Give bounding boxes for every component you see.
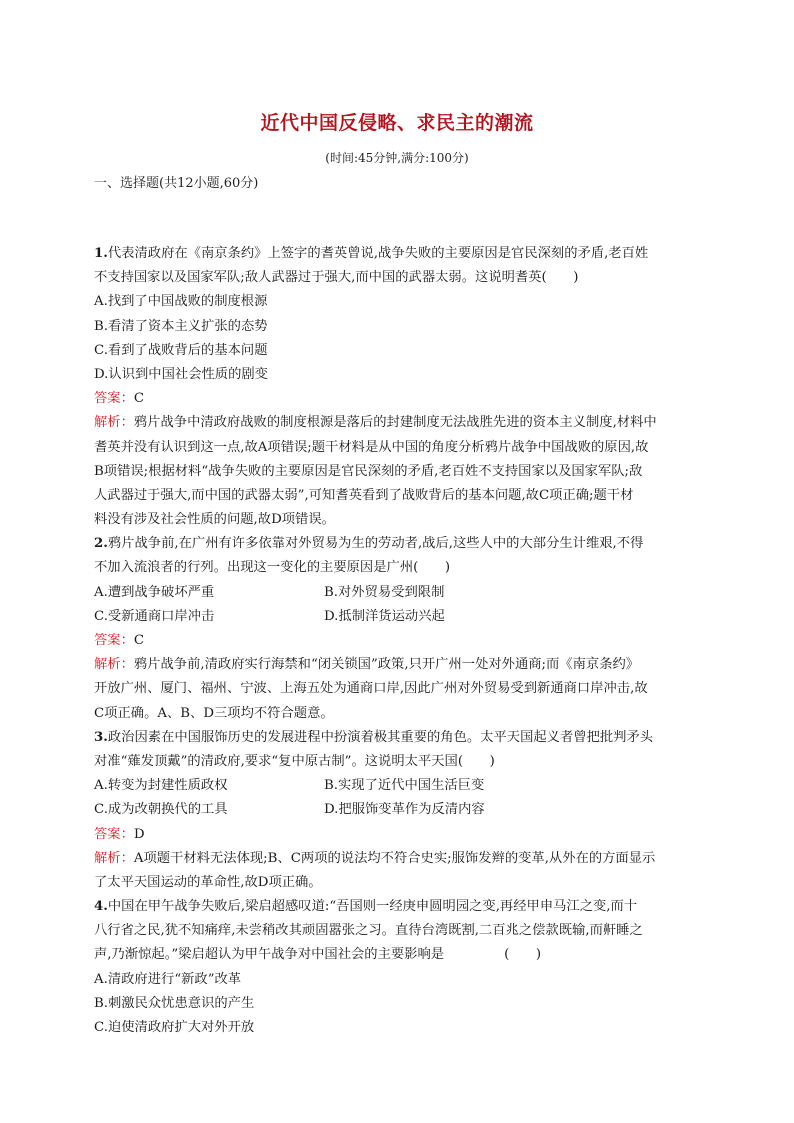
question-stem-line: 对准“薙发顶戴”的清政府,要求“复中原古制”。这说明太平天国( ) (94, 753, 495, 769)
answer-value: C (133, 633, 145, 648)
option-d: D.抵制洋货运动兴起 (324, 608, 445, 624)
option-b: B.对外贸易受到限制 (324, 584, 445, 600)
analysis-line: 开放广州、厦门、福州、宁波、上海五处为通商口岸,因此广州对外贸易受到新通商口岸冲击,故 (94, 681, 648, 697)
section-heading: 一、选择题(共12小题,60分) (94, 176, 259, 191)
options-row (94, 774, 702, 798)
options-row (94, 605, 702, 629)
analysis-line: C项正确。A、B、D三项均不符合题意。 (94, 705, 334, 721)
page-title: 近代中国反侵略、求民主的潮流 (260, 112, 534, 134)
answer-label: 答案： (94, 826, 134, 842)
question-1 (94, 242, 702, 532)
analysis-line: B项错误;根据材料“战争失败的主要原因是官民深刻的矛盾,老百姓不支持国家以及国家军队;敌 (94, 463, 643, 479)
analysis-line: 人武器过于强大,而中国的武器太弱”,可知耆英看到了战败背后的基本问题,故C项正确;题干材 (94, 487, 634, 503)
question-stem-line: 不加入流浪者的行列。出现这一变化的主要原因是广州( ) (94, 560, 451, 576)
option-c: C.受新通商口岸冲击 (94, 608, 215, 624)
question-stem-line: 4.中国在甲午战争失败后,梁启超感叹道:“吾国则一经庚申圆明园之变,再经甲申马江之变,而十 (94, 899, 638, 915)
question-stem-line: 八行省之民,犹不知痛痒,未尝稍改其顽固嚣张之习。直待台湾既割,二百兆之偿款既输,而鼾睡之 (94, 923, 643, 939)
question-list (94, 242, 702, 1040)
answer-bracket: ( ) (504, 947, 542, 963)
question-4 (94, 895, 702, 1040)
answer-label: 答案： (94, 633, 134, 648)
answer-line (94, 387, 702, 411)
answer-value: D (133, 826, 145, 842)
question-number: 1. (94, 246, 108, 261)
analysis-line: 耆英并没有认识到这一点,故A项错误;题干材料是从中国的角度分析鸦片战争中国战败的原因,故 (94, 439, 649, 455)
question-stem-line: 3.政治因素在中国服饰历史的发展进程中扮演着极其重要的角色。太平天国起义者曾把批判矛头 (94, 729, 654, 745)
option-a: A.遭到战争破坏严重 (94, 584, 215, 600)
option-a: A.清政府进行“新政”改革 (94, 971, 242, 987)
option-d: D.认识到中国社会性质的剧变 (94, 366, 268, 382)
analysis-label: 解析： (94, 415, 134, 431)
analysis-line: 解析：鸦片战争前,清政府实行海禁和“闭关锁国”政策,只开广州一处对外通商;而《南京条约》 (94, 657, 640, 673)
analysis-line: 了太平天国运动的革命性,故D项正确。 (94, 874, 322, 890)
question-number: 3. (94, 729, 108, 745)
question-stem-line: 不支持国家以及国家军队;敌人武器过于强大,而中国的武器太弱。这说明耆英( ) (94, 270, 579, 286)
question-stem-line: 声,乃渐惊起。”梁启超认为甲午战争对中国社会的主要影响是 ( ) (94, 947, 542, 963)
options-row (94, 798, 702, 822)
analysis-line: 解析：鸦片战争中清政府战败的制度根源是落后的封建制度无法战胜先进的资本主义制度,材料中 (94, 415, 657, 431)
question-stem-line: 1.代表清政府在《南京条约》上签字的耆英曾说,战争失败的主要原因是官民深刻的矛盾,老百姓 (94, 246, 649, 261)
question-2 (94, 532, 702, 726)
exam-time-score: (时间:45分钟,满分:100分) (325, 151, 469, 165)
option-c: C.迫使清政府扩大对外开放 (94, 1020, 255, 1035)
answer-line (94, 823, 702, 847)
question-stem-line: 2.鸦片战争前,在广州有许多依靠对外贸易为生的劳动者,战后,这些人中的大部分生计维艰,不得 (94, 536, 644, 552)
option-c: C.看到了战败背后的基本问题 (94, 342, 268, 358)
option-a: A.找到了中国战败的制度根源 (94, 294, 268, 310)
question-3 (94, 726, 702, 895)
answer-value: C (133, 391, 145, 407)
analysis-label: 解析： (94, 850, 134, 866)
answer-label: 答案： (94, 391, 134, 407)
option-b: B.实现了近代中国生活巨变 (324, 778, 485, 794)
answer-line (94, 629, 702, 653)
analysis-line: 料没有涉及社会性质的问题,故D项错误。 (94, 512, 335, 528)
question-number: 4. (94, 899, 108, 915)
option-d: D.把服饰变革作为反清内容 (324, 802, 485, 818)
options-row (94, 581, 702, 605)
question-number: 2. (94, 536, 108, 552)
option-b: B.刺激民众忧患意识的产生 (94, 995, 255, 1011)
option-c: C.成为改朝换代的工具 (94, 802, 228, 818)
option-a: A.转变为封建性质政权 (94, 778, 228, 794)
analysis-line: 解析：A项题干材料无法体现;B、C两项的说法均不符合史实;服饰发辫的变革,从外在的方面显示 (94, 850, 656, 866)
analysis-label: 解析： (94, 657, 134, 673)
option-b: B.看清了资本主义扩张的态势 (94, 318, 268, 334)
